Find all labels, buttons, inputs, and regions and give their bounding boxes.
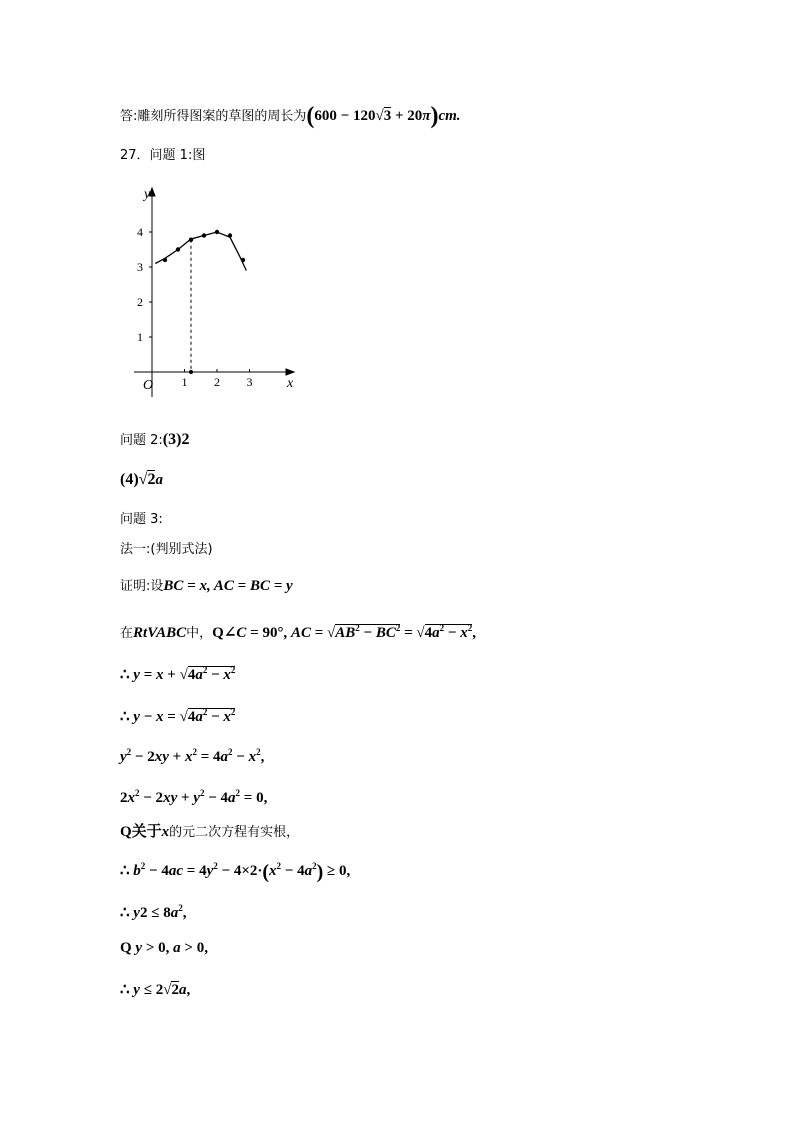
proof-expression: BC = x, AC = BC = y bbox=[163, 578, 293, 594]
equation-3: $y^2 - 2xy + x^2 = 4a^2 - x^2$, bbox=[120, 747, 265, 765]
data-point bbox=[163, 258, 167, 262]
question-2b-line bbox=[120, 470, 163, 491]
y-tick-label: 3 bbox=[137, 260, 143, 274]
equation-7: Q y > 0, a > 0, bbox=[120, 940, 208, 956]
answer-line: 答:雕刻所得图案的草图的周长为(600 − 120√3 + 20π)cm. bbox=[120, 103, 461, 129]
root-text-a: Q关于 bbox=[120, 824, 162, 840]
rt-text-a: 在 bbox=[120, 626, 134, 641]
question-27-line: 27．问题 1:图 bbox=[120, 148, 206, 163]
y-axis-name: y bbox=[144, 187, 151, 202]
data-point bbox=[228, 233, 232, 237]
x-tick-label: 1 bbox=[181, 375, 188, 389]
data-point bbox=[241, 258, 245, 262]
unit-cm: cm. bbox=[438, 108, 461, 124]
root-text-c: 的元二次方程有实根， bbox=[169, 825, 300, 840]
question-3-line: 问题 3: bbox=[120, 512, 163, 527]
x-axis-name: x bbox=[287, 376, 294, 391]
equation-1: ∴ $y = x + √4a^2 - x^2$ bbox=[120, 665, 236, 683]
rt-text-c: 中， bbox=[186, 626, 213, 641]
q2-answer: (3)2 bbox=[162, 431, 190, 448]
question-2-line bbox=[120, 430, 189, 451]
y-tick-label: 1 bbox=[137, 330, 143, 344]
q2-label: 问题 2: bbox=[120, 433, 163, 448]
equation-5: ∴ $b^2 - 4ac = 4y^2 - 4\times 2\cdot(x^2 - 4a^2) \ge 0$, bbox=[120, 861, 351, 883]
data-point bbox=[189, 238, 193, 242]
equation-8: ∴ y ≤ 2√2a, bbox=[120, 982, 191, 998]
y-tick-label: 4 bbox=[137, 225, 143, 239]
origin-label: O bbox=[142, 378, 154, 393]
data-point bbox=[202, 233, 206, 237]
proof-label: 证明:设 bbox=[120, 579, 164, 594]
data-point bbox=[176, 247, 180, 251]
curve-series bbox=[155, 232, 246, 271]
root-variable: x bbox=[161, 824, 170, 840]
triangle-name: RtVABC bbox=[133, 625, 187, 641]
x-axis-arrow bbox=[286, 369, 294, 375]
data-point bbox=[215, 230, 219, 234]
rt-expression: Q∠C = 90°, AC = $√AB^2 - BC^2 = √4a^2 - x^2$, bbox=[212, 623, 476, 641]
x-tick-label: 3 bbox=[246, 375, 253, 389]
y-tick-label: 2 bbox=[137, 295, 143, 309]
equation-4: $2x^2 - 2xy + y^2 - 4a^2 = 0$, bbox=[120, 788, 268, 806]
method-1-line: 法一:(判别式法) bbox=[120, 542, 213, 557]
function-graph bbox=[124, 182, 304, 402]
answer-prefix: 答:雕刻所得图案的草图的周长为 bbox=[120, 109, 307, 124]
drop-foot-point bbox=[189, 370, 193, 374]
q2b-answer: (4)√2a bbox=[120, 471, 163, 488]
root-condition-line bbox=[120, 822, 299, 843]
x-tick-label: 2 bbox=[214, 375, 220, 389]
perimeter-expression: 600 − 120√3 + 20π bbox=[314, 108, 431, 124]
proof-line bbox=[120, 576, 293, 597]
equation-6: ∴ $y2 \le 8a^2$, bbox=[120, 903, 187, 921]
right-triangle-line bbox=[120, 618, 476, 644]
equation-2: ∴ $y - x = √4a^2 - x^2$ bbox=[120, 707, 236, 725]
